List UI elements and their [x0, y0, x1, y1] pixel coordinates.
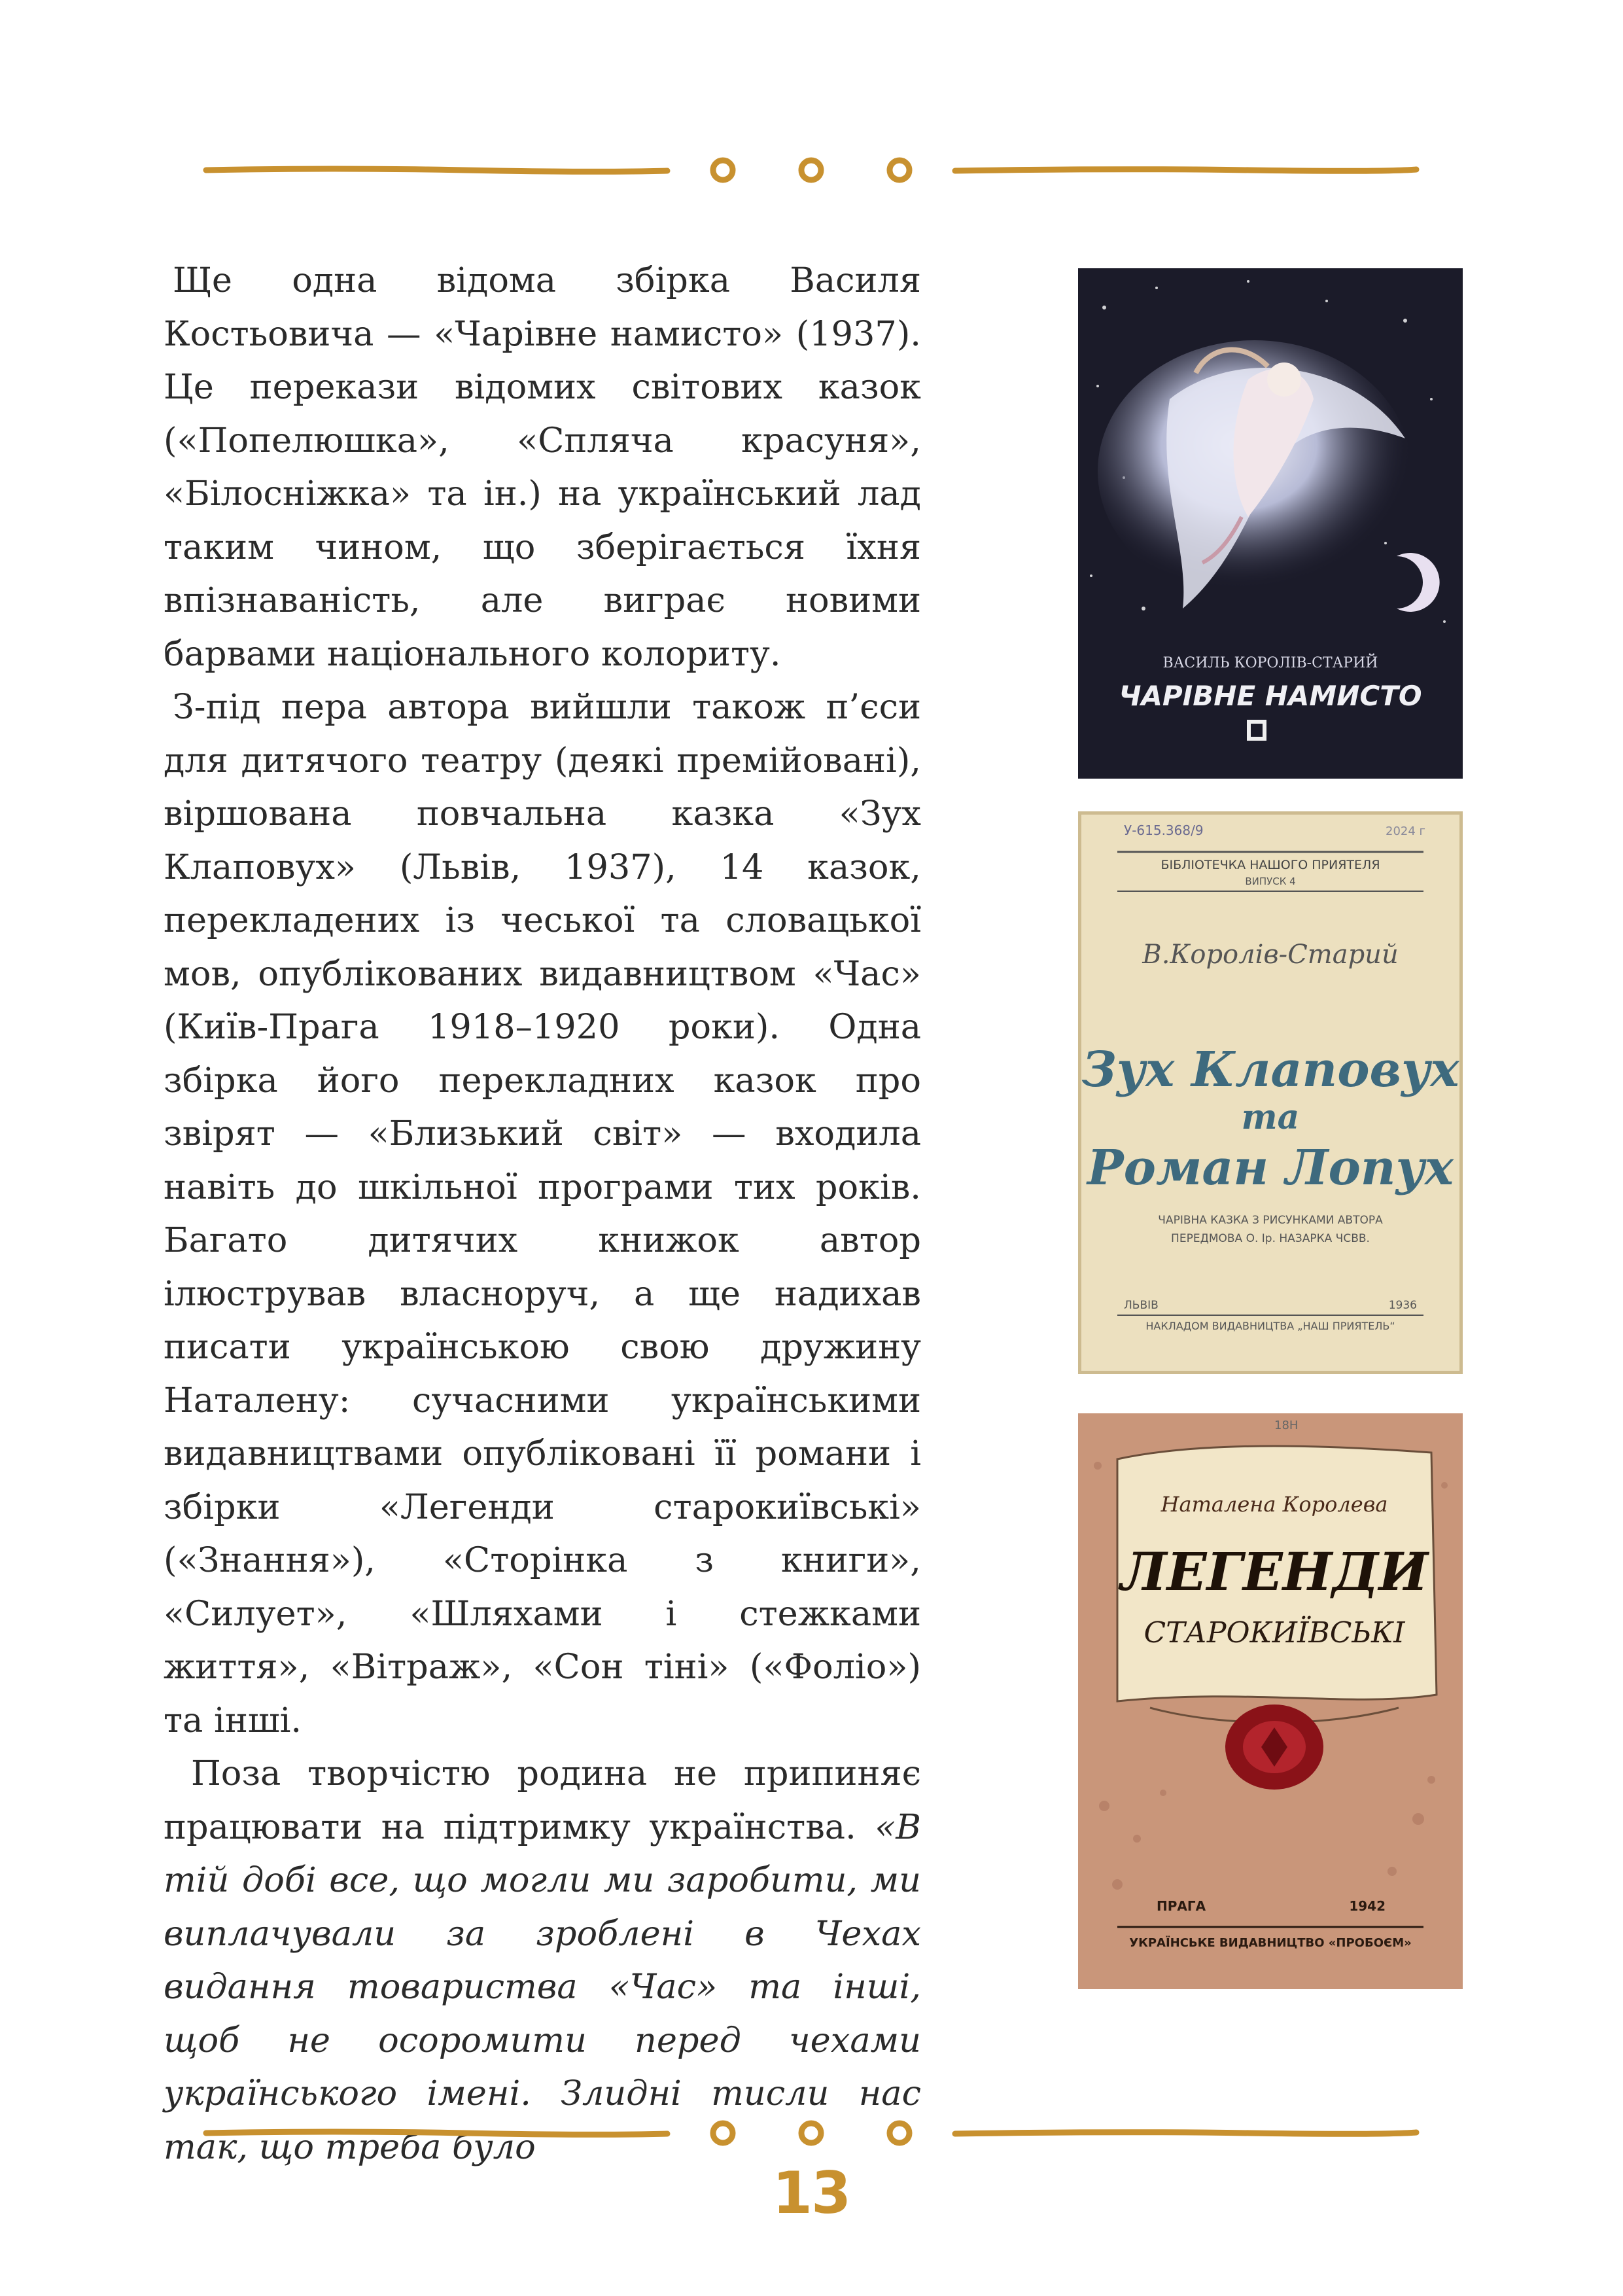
paragraph-3-text: Поза творчістю родина не припиняє працювати на підтримку українства.	[164, 1754, 921, 1847]
article-text	[164, 254, 921, 2174]
cover2-publisher: НАКЛАДОМ ВИДАВНИЦТВА „НАШ ПРИЯТЕЛЬ“	[1145, 1320, 1395, 1332]
cover3-stamp: 18Н	[1274, 1419, 1299, 1432]
book-cover-lehendy-starokyivski	[1078, 1413, 1463, 1989]
cover2-city: ЛЬВІВ	[1124, 1299, 1159, 1312]
top-ornament	[203, 150, 1420, 190]
cover2-author: В.Королів-Старий	[1142, 940, 1399, 970]
cover3-city: ПРАГА	[1157, 1898, 1206, 1914]
cover2-subtitle-1: ЧАРІВНА КАЗКА З РИСУНКАМИ АВТОРА	[1158, 1214, 1383, 1227]
bottom-ornament	[203, 2113, 1420, 2153]
cover2-issue: ВИПУСК 4	[1245, 875, 1296, 887]
paragraph-1: Ще одна відома збірка Василя Костьовича — «Чарівне намисто» (1937). Це перекази відомих світових казок («Попелюшка», «Спляча красуня», «Білосніжка» та ін.) на український лад таким чином, що зберігається їхня впізнаваність, але виграє новими барвами національного колориту.	[164, 260, 921, 674]
cover1-title: ЧАРІВНЕ НАМИСТО	[1119, 680, 1422, 712]
cover2-subtitle-2: ПЕРЕДМОВА О. Ір. НАЗАРКА ЧСВВ.	[1171, 1232, 1370, 1245]
cover3-title-line1: ЛЕГЕНДИ	[1120, 1541, 1429, 1602]
cover2-stamp: У-615.368/9	[1124, 822, 1204, 838]
cover2-series: БІБЛІОТЕЧКА НАШОГО ПРИЯТЕЛЯ	[1161, 858, 1380, 872]
cover2-title-line3: Роман Лопух	[1087, 1140, 1454, 1196]
cover3-title-line2: СТАРОКИЇВСЬКІ	[1143, 1616, 1405, 1650]
book-cover-zukh-klapovukh	[1078, 811, 1463, 1374]
cover1-author: ВАСИЛЬ КОРОЛІВ-СТАРИЙ	[1162, 655, 1378, 671]
cover3-year: 1942	[1349, 1898, 1386, 1914]
paragraph-2: З-під пера автора вийшли також п’єси для дитячого театру (деякі премійовані), віршована повчальна казка «Зух Клаповух» (Львів, 1937), 14 казок, перекладених із чеської та словацької мов, опублікованих видавництвом «Час» (Київ-Прага 1918–1920 роки). Одна збірка його перекладних казок про звірят — «Близький світ» — входила навіть до шкільної програми тих років. Багато дитячих книжок автор ілюстрував власноруч, а ще надихав писати українською свою дружину Наталену: сучасними українськими видавництвами опубліковані її романи і збірки «Легенди старокиївські» («Знання»), «Сторінка з книги», «Силует», «Шляхами і стежками життя», «Вітраж», «Сон тіні» («Фоліо») та інші.	[164, 687, 921, 1740]
book-cover-charivne-namysto	[1078, 268, 1463, 779]
cover3-author: Наталена Королева	[1161, 1492, 1388, 1517]
cover2-stamp2: 2024 г	[1386, 824, 1425, 838]
paragraph-3	[164, 1747, 921, 2174]
cover3-publisher: УКРАЇНСЬКЕ ВИДАВНИЦТВО «ПРОБОЄМ»	[1129, 1936, 1412, 1950]
cover2-title-line2: та	[1241, 1097, 1300, 1137]
cover2-year: 1936	[1388, 1299, 1417, 1312]
page-number: 13	[772, 2159, 850, 2227]
quote-text: «В тій добі все, що могли ми заробити, ми виплачували за зроблені в Чехах видання товариства «Час» та інші, щоб не осоромити перед чехами українського імені. Злидні тисли нас так, що треба було	[164, 1807, 921, 2167]
cover2-title-line1: Зух Клаповух	[1081, 1042, 1459, 1098]
